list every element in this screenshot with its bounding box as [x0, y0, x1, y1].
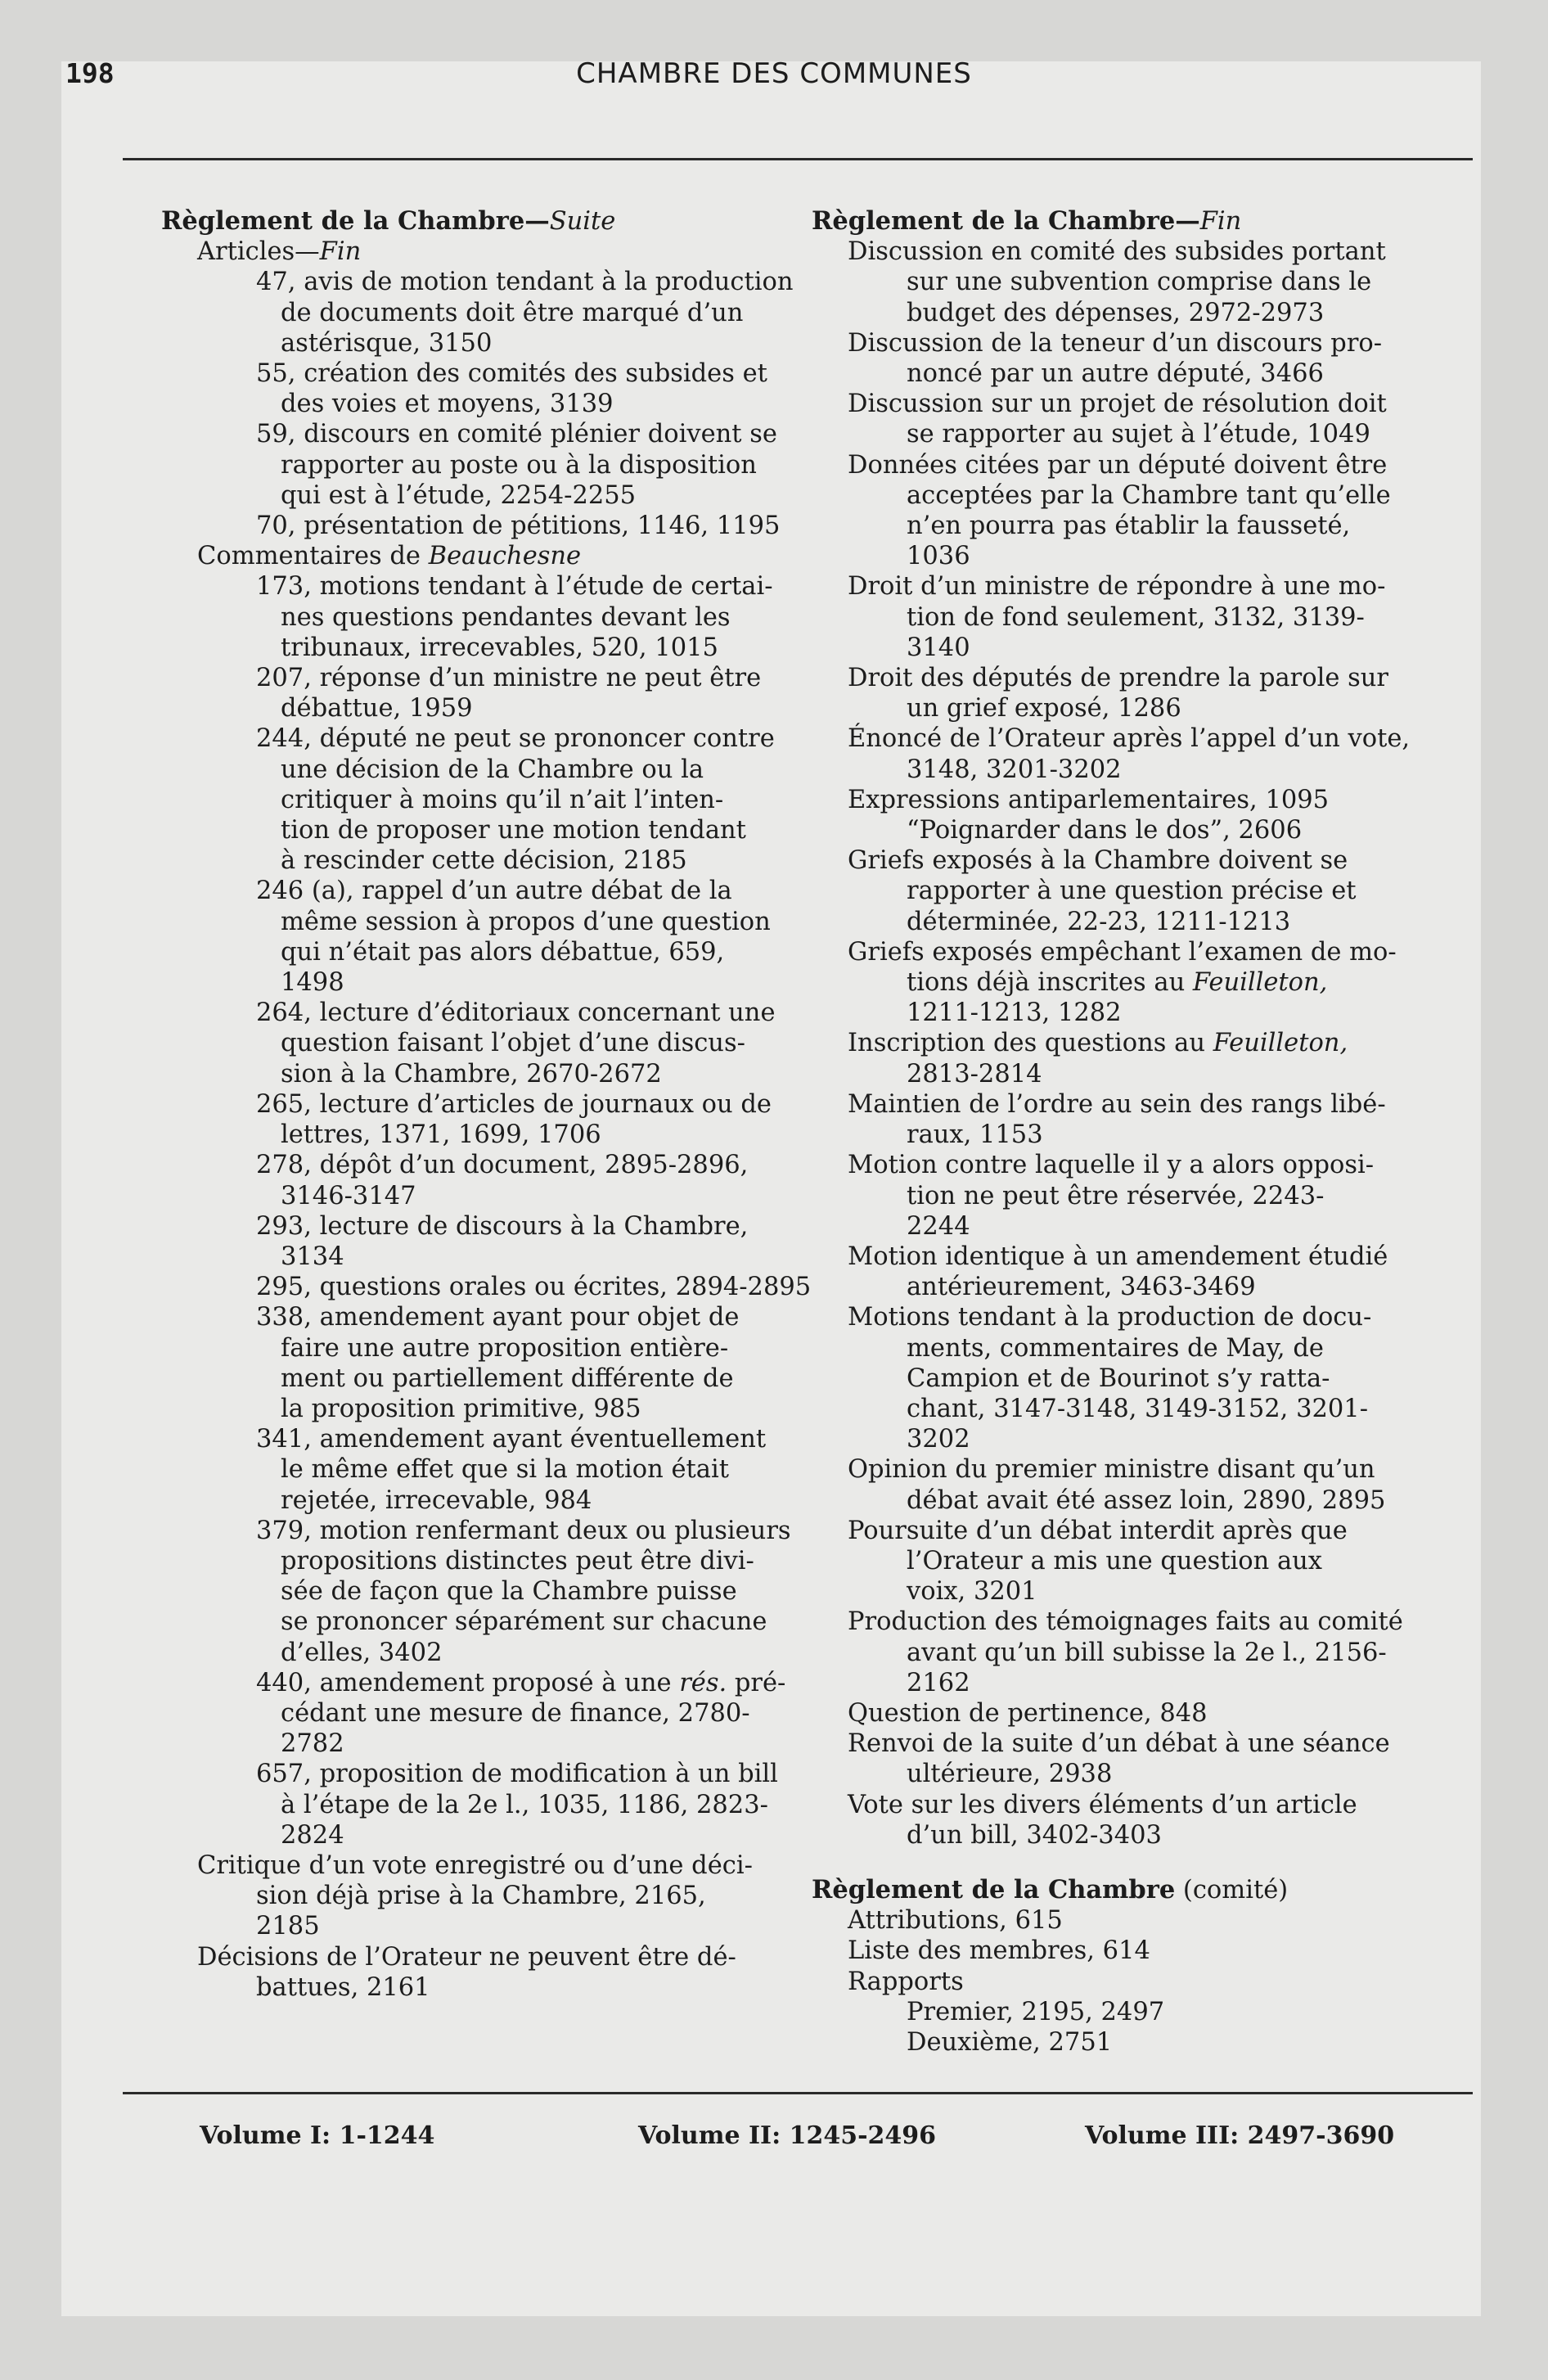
- index-line: lettres, 1371, 1699, 1706: [281, 1120, 601, 1150]
- index-line: 246 (a), rappel d’un autre débat de la: [256, 877, 732, 906]
- text: Articles—: [197, 237, 320, 267]
- text: 440, amendement proposé à une: [256, 1668, 680, 1697]
- index-line: qui est à l’étude, 2254-2255: [281, 480, 637, 510]
- index-line: 1036: [907, 542, 970, 571]
- index-line: 265, lecture d’articles de journaux ou de: [256, 1089, 772, 1119]
- index-line: sée de façon que la Chambre puisse: [281, 1577, 737, 1607]
- index-line: 2244: [907, 1211, 970, 1241]
- index-line: [812, 1028, 1466, 1058]
- index-line: Premier, 2195, 2497: [907, 1997, 1165, 2026]
- index-line: tion ne peut être réservée, 2243-: [907, 1181, 1325, 1210]
- index-line: sion déjà prise à la Chambre, 2165,: [256, 1882, 706, 1911]
- index-line: [161, 541, 785, 571]
- index-heading: [812, 206, 1466, 237]
- text: tions déjà inscrites au: [907, 968, 1193, 998]
- italic-text: Fin: [1199, 207, 1242, 236]
- index-line: 2185: [256, 1912, 320, 1941]
- index-line: Décisions de l’Orateur ne peuvent être dé-: [197, 1942, 736, 1972]
- index-line: se rapporter au sujet à l’étude, 1049: [907, 420, 1370, 449]
- index-line: 2824: [281, 1820, 344, 1850]
- index-line: antérieurement, 3463-3469: [907, 1273, 1256, 1302]
- index-line: 244, député ne peut se prononcer contre: [256, 724, 775, 754]
- index-line: [161, 237, 785, 267]
- index-line: Griefs exposés à la Chambre doivent se: [848, 846, 1348, 876]
- index-line: Données citées par un député doivent être: [848, 450, 1388, 480]
- index-line: Rapports: [848, 1967, 964, 1996]
- index-line: la proposition primitive, 985: [281, 1394, 641, 1423]
- index-line: budget des dépenses, 2972-2973: [907, 298, 1325, 327]
- footer-volume-3: Volume III: 2497-3690: [1085, 2121, 1395, 2150]
- index-line: rapporter au poste ou à la disposition: [281, 450, 757, 480]
- index-line: rapporter à une question précise et: [907, 877, 1357, 906]
- index-line: un grief exposé, 1286: [907, 694, 1181, 723]
- right-column: [812, 206, 1466, 2058]
- text: Règlement de la Chambre: [812, 1874, 1176, 1904]
- index-line: question faisant l’objet d’une discus-: [281, 1029, 745, 1058]
- index-heading: [161, 206, 785, 237]
- index-line: Critique d’un vote enregistré ou d’une déci-: [197, 1850, 753, 1880]
- index-line: 1498: [281, 968, 344, 998]
- index-line: Maintien de l’ordre au sein des rangs libé-: [848, 1089, 1386, 1119]
- index-line: qui n’était pas alors débattue, 659,: [281, 937, 725, 967]
- index-line: acceptées par la Chambre tant qu’elle: [907, 480, 1391, 510]
- italic-text: Fin: [319, 237, 362, 267]
- index-line: une décision de la Chambre ou la: [281, 755, 704, 784]
- index-line: 207, réponse d’un ministre ne peut être: [256, 664, 762, 693]
- index-line: débat avait été assez loin, 2890, 2895: [907, 1485, 1386, 1515]
- index-line: propositions distinctes peut être divi-: [281, 1546, 754, 1575]
- section-gap: [812, 1850, 1466, 1875]
- index-line: 47, avis de motion tendant à la production: [256, 268, 794, 297]
- index-line: 3134: [281, 1242, 344, 1271]
- index-line: 3202: [907, 1425, 970, 1454]
- index-line: [161, 1668, 785, 1698]
- index-line: sion à la Chambre, 2670-2672: [281, 1059, 662, 1089]
- index-line: tion de proposer une motion tendant: [281, 816, 746, 845]
- index-line: Deuxième, 2751: [907, 2027, 1113, 2057]
- index-line: Motion contre laquelle il y a alors opposi-: [848, 1151, 1375, 1180]
- running-title: CHAMBRE DES COMMUNES: [576, 57, 972, 90]
- index-line: critiquer à moins qu’il n’ait l’inten-: [281, 785, 724, 814]
- bottom-rule: [123, 2092, 1473, 2094]
- index-line: avant qu’un bill subisse la 2e l., 2156-: [907, 1638, 1387, 1667]
- index-line: nes questions pendantes devant les: [281, 602, 731, 632]
- index-heading: [812, 1875, 1466, 1905]
- index-line: Motions tendant à la production de docu-: [848, 1303, 1372, 1332]
- index-line: déterminée, 22-23, 1211-1213: [907, 907, 1291, 936]
- index-line: Droit des députés de prendre la parole sur: [848, 664, 1388, 693]
- index-line: cédant une mesure de finance, 2780-: [281, 1698, 750, 1728]
- text: (comité): [1175, 1875, 1289, 1904]
- footer-volume-2: Volume II: 1245-2496: [638, 2121, 937, 2150]
- index-line: débattue, 1959: [281, 694, 473, 723]
- index-line: n’en pourra pas établir la fausseté,: [907, 512, 1351, 541]
- index-line: Attributions, 615: [848, 1906, 1063, 1936]
- italic-text: Beauchesne: [428, 542, 582, 571]
- index-line: Poursuite d’un débat interdit après que: [848, 1516, 1348, 1545]
- index-line: 278, dépôt d’un document, 2895-2896,: [256, 1151, 749, 1180]
- index-line: 70, présentation de pétitions, 1146, 1195: [256, 512, 781, 541]
- text: pré-: [727, 1668, 786, 1697]
- index-line: astérisque, 3150: [281, 328, 493, 358]
- index-line: rejetée, irrecevable, 984: [281, 1485, 592, 1515]
- italic-text: Feuilleton,: [1213, 1029, 1348, 1058]
- text: Commentaires de: [197, 542, 429, 571]
- index-line: 3148, 3201-3202: [907, 755, 1122, 784]
- index-line: ments, commentaires de May, de: [907, 1333, 1324, 1363]
- italic-text: rés.: [679, 1668, 727, 1697]
- index-line: 173, motions tendant à l’étude de certai-: [256, 572, 773, 602]
- index-line: de documents doit être marqué d’un: [281, 298, 744, 327]
- index-line: [812, 967, 1466, 998]
- index-line: raux, 1153: [907, 1120, 1043, 1150]
- index-line: sur une subvention comprise dans le: [907, 268, 1372, 297]
- index-line: même session à propos d’une question: [281, 907, 771, 936]
- index-line: 379, motion renfermant deux ou plusieurs: [256, 1516, 791, 1545]
- index-line: Motion identique à un amendement étudié: [848, 1242, 1388, 1271]
- footer-volume-1: Volume I: 1-1244: [200, 2121, 435, 2150]
- index-line: Vote sur les divers éléments d’un article: [848, 1790, 1357, 1819]
- index-line: des voies et moyens, 3139: [281, 390, 614, 419]
- index-line: Renvoi de la suite d’un débat à une séance: [848, 1729, 1390, 1759]
- index-line: 1211-1213, 1282: [907, 998, 1122, 1028]
- index-line: se prononcer séparément sur chacune: [281, 1607, 767, 1637]
- index-line: battues, 2161: [256, 1972, 430, 2002]
- index-line: 2782: [281, 1729, 344, 1759]
- index-line: Campion et de Bourinot s’y ratta-: [907, 1364, 1330, 1393]
- index-line: Droit d’un ministre de répondre à une mo-: [848, 572, 1386, 602]
- index-line: ment ou partiellement différente de: [281, 1364, 734, 1393]
- index-line: 264, lecture d’éditoriaux concernant une: [256, 998, 776, 1028]
- index-line: 338, amendement ayant pour objet de: [256, 1303, 740, 1332]
- index-line: à l’étape de la 2e l., 1035, 1186, 2823-: [281, 1790, 768, 1819]
- index-line: noncé par un autre député, 3466: [907, 359, 1324, 389]
- index-line: voix, 3201: [907, 1577, 1037, 1607]
- index-line: tion de fond seulement, 3132, 3139-: [907, 602, 1365, 632]
- index-line: 2813-2814: [907, 1059, 1042, 1089]
- index-line: Production des témoignages faits au comité: [848, 1607, 1403, 1637]
- index-line: Énoncé de l’Orateur après l’appel d’un vote,: [848, 724, 1411, 754]
- top-rule: [123, 158, 1473, 160]
- index-line: d’un bill, 3402-3403: [907, 1820, 1162, 1850]
- index-line: 59, discours en comité plénier doivent se: [256, 420, 777, 449]
- index-line: le même effet que si la motion était: [281, 1455, 730, 1485]
- index-line: Opinion du premier ministre disant qu’un: [848, 1455, 1375, 1485]
- index-line: Discussion de la teneur d’un discours pro-: [848, 328, 1383, 358]
- index-line: à rescinder cette décision, 2185: [281, 846, 687, 876]
- index-line: 657, proposition de modification à un bill: [256, 1760, 778, 1789]
- index-line: “Poignarder dans le dos”, 2606: [907, 816, 1303, 845]
- text: Règlement de la Chambre—: [161, 206, 550, 236]
- index-line: faire une autre proposition entière-: [281, 1333, 729, 1363]
- index-line: tribunaux, irrecevables, 520, 1015: [281, 633, 718, 662]
- italic-text: Feuilleton,: [1192, 968, 1328, 998]
- index-line: Expressions antiparlementaires, 1095: [848, 785, 1330, 814]
- text: Inscription des questions au: [848, 1029, 1213, 1058]
- index-line: Discussion sur un projet de résolution doit: [848, 390, 1387, 419]
- index-line: Griefs exposés empêchant l’examen de mo-: [848, 937, 1397, 967]
- text: Règlement de la Chambre—: [812, 206, 1200, 236]
- index-line: 295, questions orales ou écrites, 2894-2895: [256, 1273, 812, 1302]
- index-line: 293, lecture de discours à la Chambre,: [256, 1211, 749, 1241]
- index-line: 55, création des comités des subsides et: [256, 359, 767, 389]
- italic-text: Suite: [549, 207, 616, 236]
- index-line: 341, amendement ayant éventuellement: [256, 1425, 767, 1454]
- left-column: [161, 206, 812, 2003]
- index-line: chant, 3147-3148, 3149-3152, 3201-: [907, 1394, 1368, 1423]
- page-number: 198: [65, 57, 115, 89]
- index-line: 3140: [907, 633, 970, 662]
- index-line: Liste des membres, 614: [848, 1936, 1150, 1966]
- index-line: 3146-3147: [281, 1181, 416, 1210]
- index-line: ultérieure, 2938: [907, 1760, 1113, 1789]
- index-line: Question de pertinence, 848: [848, 1698, 1208, 1728]
- index-line: d’elles, 3402: [281, 1638, 443, 1667]
- index-line: l’Orateur a mis une question aux: [907, 1546, 1322, 1575]
- index-line: 2162: [907, 1668, 970, 1697]
- index-line: Discussion en comité des subsides portant: [848, 237, 1386, 267]
